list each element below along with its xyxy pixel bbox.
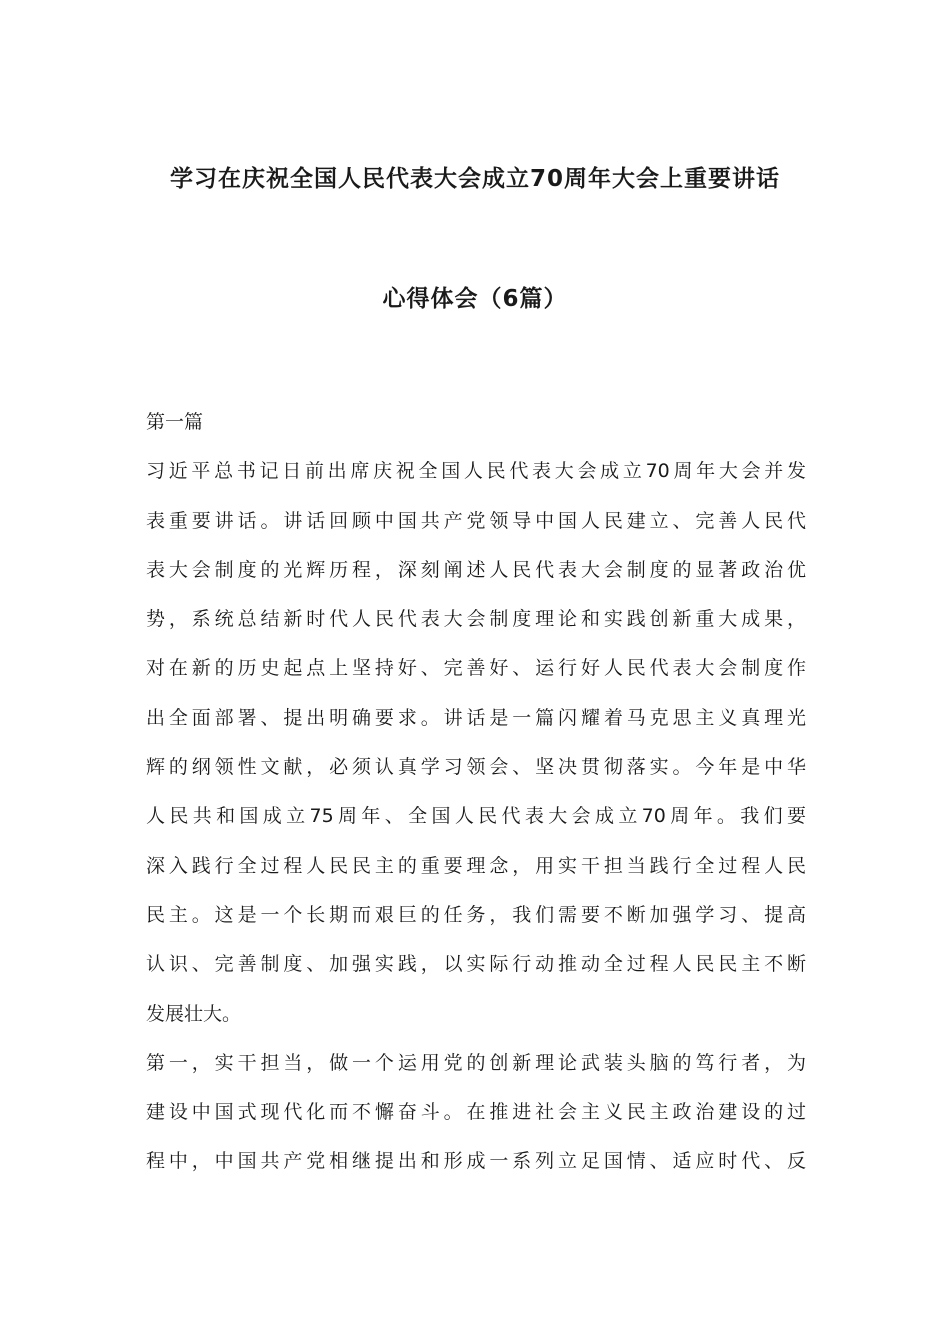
paragraph-line: 认识、完善制度、加强实践，以实际行动推动全过程人民民主不断	[146, 953, 806, 976]
paragraph-line: 建设中国式现代化而不懈奋斗。在推进社会主义民主政治建设的过	[146, 1101, 806, 1124]
paragraph-line: 辉的纲领性文献，必须认真学习领会、坚决贯彻落实。今年是中华	[146, 756, 806, 779]
paragraph-line: 发展壮大。	[146, 1002, 242, 1025]
document-title-line-1: 学习在庆祝全国人民代表大会成立70周年大会上重要讲话	[169, 166, 780, 192]
paragraph-line: 出全面部署、提出明确要求。讲话是一篇闪耀着马克思主义真理光	[146, 706, 806, 729]
paragraph-line: 深入践行全过程人民民主的重要理念，用实干担当践行全过程人民	[146, 854, 806, 877]
paragraph-1	[146, 447, 806, 1039]
paragraph-line: 表大会制度的光辉历程，深刻阐述人民代表大会制度的显著政治优	[146, 558, 806, 581]
document-title-line-2: 心得体会（6篇）	[382, 286, 568, 312]
paragraph-line: 习近平总书记日前出席庆祝全国人民代表大会成立70周年大会并发	[146, 460, 806, 483]
paragraph-line: 对在新的历史起点上坚持好、完善好、运行好人民代表大会制度作	[146, 657, 806, 680]
paragraph-line: 民主。这是一个长期而艰巨的任务，我们需要不断加强学习、提高	[146, 903, 806, 926]
paragraph-line: 人民共和国成立75周年、全国人民代表大会成立70周年。我们要	[146, 805, 806, 828]
paragraph-line: 势，系统总结新时代人民代表大会制度理论和实践创新重大成果，	[146, 608, 806, 631]
paragraph-line: 第一，实干担当，做一个运用党的创新理论武装头脑的笃行者，为	[146, 1051, 806, 1074]
section-heading: 第一篇	[146, 411, 204, 433]
paragraph-line: 程中，中国共产党相继提出和形成一系列立足国情、适应时代、反	[146, 1150, 806, 1173]
paragraph-line: 表重要讲话。讲话回顾中国共产党领导中国人民建立、完善人民代	[146, 509, 806, 532]
paragraph-2	[146, 1039, 806, 1187]
document-body	[146, 398, 806, 1187]
